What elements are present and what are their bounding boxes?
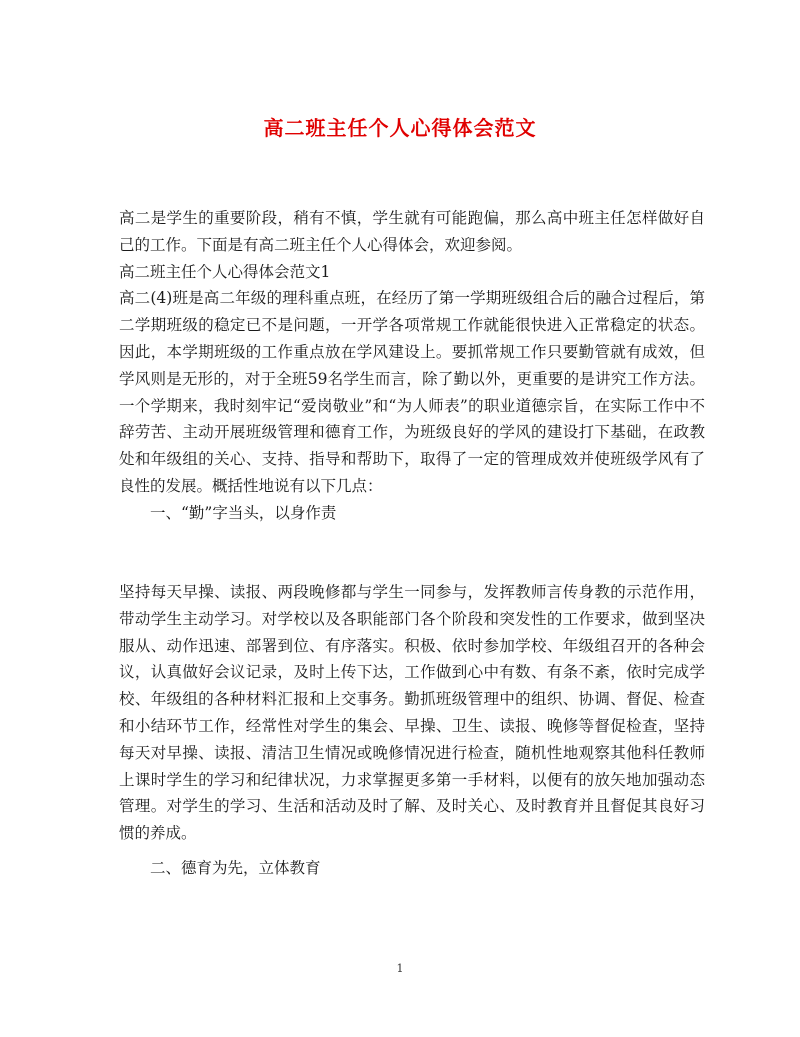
document-body-top	[119, 205, 705, 527]
document-body-bottom	[119, 579, 705, 882]
page-number: 1	[396, 962, 404, 975]
intro-paragraph: 高二是学生的重要阶段，稍有不慎，学生就有可能跑偏，那么高中班主任怎样做好自己的工作。下面是有高二班主任个人心得体会，欢迎参阅。	[119, 209, 705, 254]
section-subtitle: 高二班主任个人心得体会范文1	[119, 262, 331, 281]
section-heading: 一、“勤”字当头，以身作责	[150, 503, 337, 522]
body-paragraph: 高二(4)班是高二年级的理科重点班，在经历了第一学期班级组合后的融合过程后，第二学期班级的稳定已不是问题，一开学各项常规工作就能很快进入正常稳定的状态。因此，本学期班级的工作重点放在学风建设上。要抓常规工作只要勤管就有成效，但学风则是无形的，对于全班59名学生而言，除了勤以外，更重要的是讲究工作方法。一个学期来，我时刻牢记“爱岗敬业”和“为人师表”的职业道德宗旨，在实际工作中不辞劳苦、主动开展班级管理和德育工作，为班级良好的学风的建设打下基础，在政教处和年级组的关心、支持、指导和帮助下，取得了一定的管理成效并使班级学风有了良性的发展。概括性地说有以下几点：	[119, 289, 705, 495]
document-title: 高二班主任个人心得体会范文	[263, 116, 537, 140]
section-heading: 二、德育为先，立体教育	[150, 858, 321, 877]
body-paragraph: 坚持每天早操、读报、两段晚修都与学生一同参与，发挥教师言传身教的示范作用，带动学生主动学习。对学校以及各职能部门各个阶段和突发性的工作要求，做到坚决服从、动作迅速、部署到位、有序落实。积极、依时参加学校、年级组召开的各种会议，认真做好会议记录，及时上传下达，工作做到心中有数、有条不紊，依时完成学校、年级组的各种材料汇报和上交事务。勤抓班级管理中的组织、协调、督促、检查和小结环节工作，经常性对学生的集会、早操、卫生、读报、晚修等督促检查，坚持每天对早操、读报、清洁卫生情况或晚修情况进行检查，随机性地观察其他科任教师上课时学生的学习和纪律状况，力求掌握更多第一手材料，以便有的放矢地加强动态管理。对学生的学习、生活和活动及时了解、及时关心、及时教育并且督促其良好习惯的养成。	[119, 583, 705, 843]
